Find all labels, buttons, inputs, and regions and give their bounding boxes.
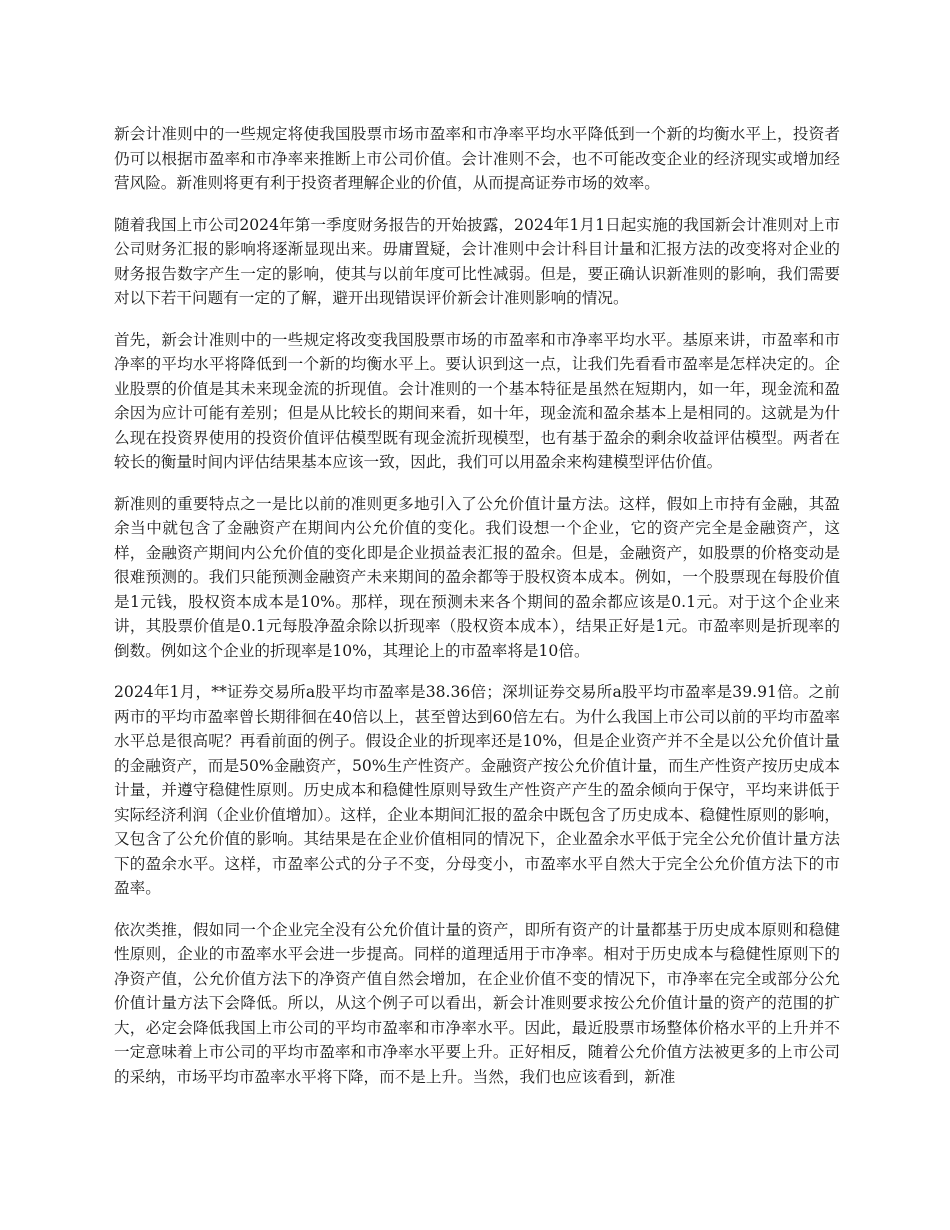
document-body xyxy=(114,122,840,1106)
paragraph-6: 依次类推，假如同一个企业完全没有公允价值计量的资产，即所有资产的计量都基于历史成本原则和稳健性原则，企业的市盈率水平会进一步提高。同样的道理适用于市净率。相对于历史成本与稳健性原则下的净资产值，公允价值方法下的净资产值自然会增加，在企业价值不变的情况下，市净率在完全或部分公允价值计量方法下会降低。所以，从这个例子可以看出，新会计准则要求按公允价值计量的资产的范围的扩大，必定会降低我国上市公司的平均市盈率和市净率水平。因此，最近股票市场整体价格水平的上升并不一定意味着上市公司的平均市盈率和市净率水平要上升。正好相反，随着公允价值方法被更多的上市公司的采纳，市场平均市盈率水平将下降，而不是上升。当然，我们也应该看到，新准 xyxy=(114,920,840,1086)
paragraph-3: 首先，新会计准则中的一些规定将改变我国股票市场的市盈率和市净率平均水平。基原来讲，市盈率和市净率的平均水平将降低到一个新的均衡水平上。要认识到这一点，让我们先看看市盈率是怎样决定的。企业股票的价值是其未来现金流的折现值。会计准则的一个基本特征是虽然在短期内，如一年，现金流和盈余因为应计可能有差别；但是从比较长的期间来看，如十年，现金流和盈余基本上是相同的。这就是为什么现在投资界使用的投资价值评估模型既有现金流折现模型，也有基于盈余的剩余收益评估模型。两者在较长的衡量时间内评估结果基本应该一致，因此，我们可以用盈余来构建模型评估价值。 xyxy=(114,330,840,471)
paragraph-5: 2024年1月，**证券交易所a股平均市盈率是38.36倍；深圳证券交易所a股平均市盈率是39.91倍。之前两市的平均市盈率曾长期徘徊在40倍以上，甚至曾达到60倍左右。为什么我国上市公司以前的平均市盈率水平总是很高呢？再看前面的例子。假设企业的折现率还是10%，但是企业资产并不全是以公允价值计量的金融资产，而是50%金融资产，50%生产性资产。金融资产按公允价值计量，而生产性资产按历史成本计量，并遵守稳健性原则。历史成本和稳健性原则导致生产性资产产生的盈余倾向于保守，平均来讲低于实际经济利润（企业价值增加）。这样，企业本期间汇报的盈余中既包含了历史成本、稳健性原则的影响，又包含了公允价值的影响。其结果是在企业价值相同的情况下，企业盈余水平低于完全公允价值计量方法下的盈余水平。这样，市盈率公式的分子不变，分母变小，市盈率水平自然大于完全公允价值方法下的市盈率。 xyxy=(114,683,840,897)
paragraph-2: 随着我国上市公司2024年第一季度财务报告的开始披露，2024年1月1日起实施的我国新会计准则对上市公司财务汇报的影响将逐渐显现出来。毋庸置疑，会计准则中会计科目计量和汇报方法的改变将对企业的财务报告数字产生一定的影响，使其与以前年度可比性减弱。但是，要正确认识新准则的影响，我们需要对以下若干问题有一定的了解，避开出现错误评价新会计准则影响的情况。 xyxy=(114,215,840,307)
paragraph-1: 新会计准则中的一些规定将使我国股票市场市盈率和市净率平均水平降低到一个新的均衡水平上，投资者仍可以根据市盈率和市净率来推断上市公司价值。会计准则不会，也不可能改变企业的经济现实或增加经营风险。新准则将更有利于投资者理解企业的价值，从而提高证券市场的效率。 xyxy=(114,125,840,192)
paragraph-4: 新准则的重要特点之一是比以前的准则更多地引入了公允价值计量方法。这样，假如上市持有金融，其盈余当中就包含了金融资产在期间内公允价值的变化。我们设想一个企业，它的资产完全是金融资产，这样，金融资产期间内公允价值的变化即是企业损益表汇报的盈余。但是，金融资产，如股票的价格变动是很难预测的。我们只能预测金融资产未来期间的盈余都等于股权资本成本。例如，一个股票现在每股价值是1元钱，股权资本成本是10%。那样，现在预测未来各个期间的盈余都应该是0.1元。对于这个企业来讲，其股票价值是0.1元每股净盈余除以折现率（股权资本成本），结果正好是1元。市盈率则是折现率的倒数。例如这个企业的折现率是10%，其理论上的市盈率将是10倍。 xyxy=(114,494,840,660)
